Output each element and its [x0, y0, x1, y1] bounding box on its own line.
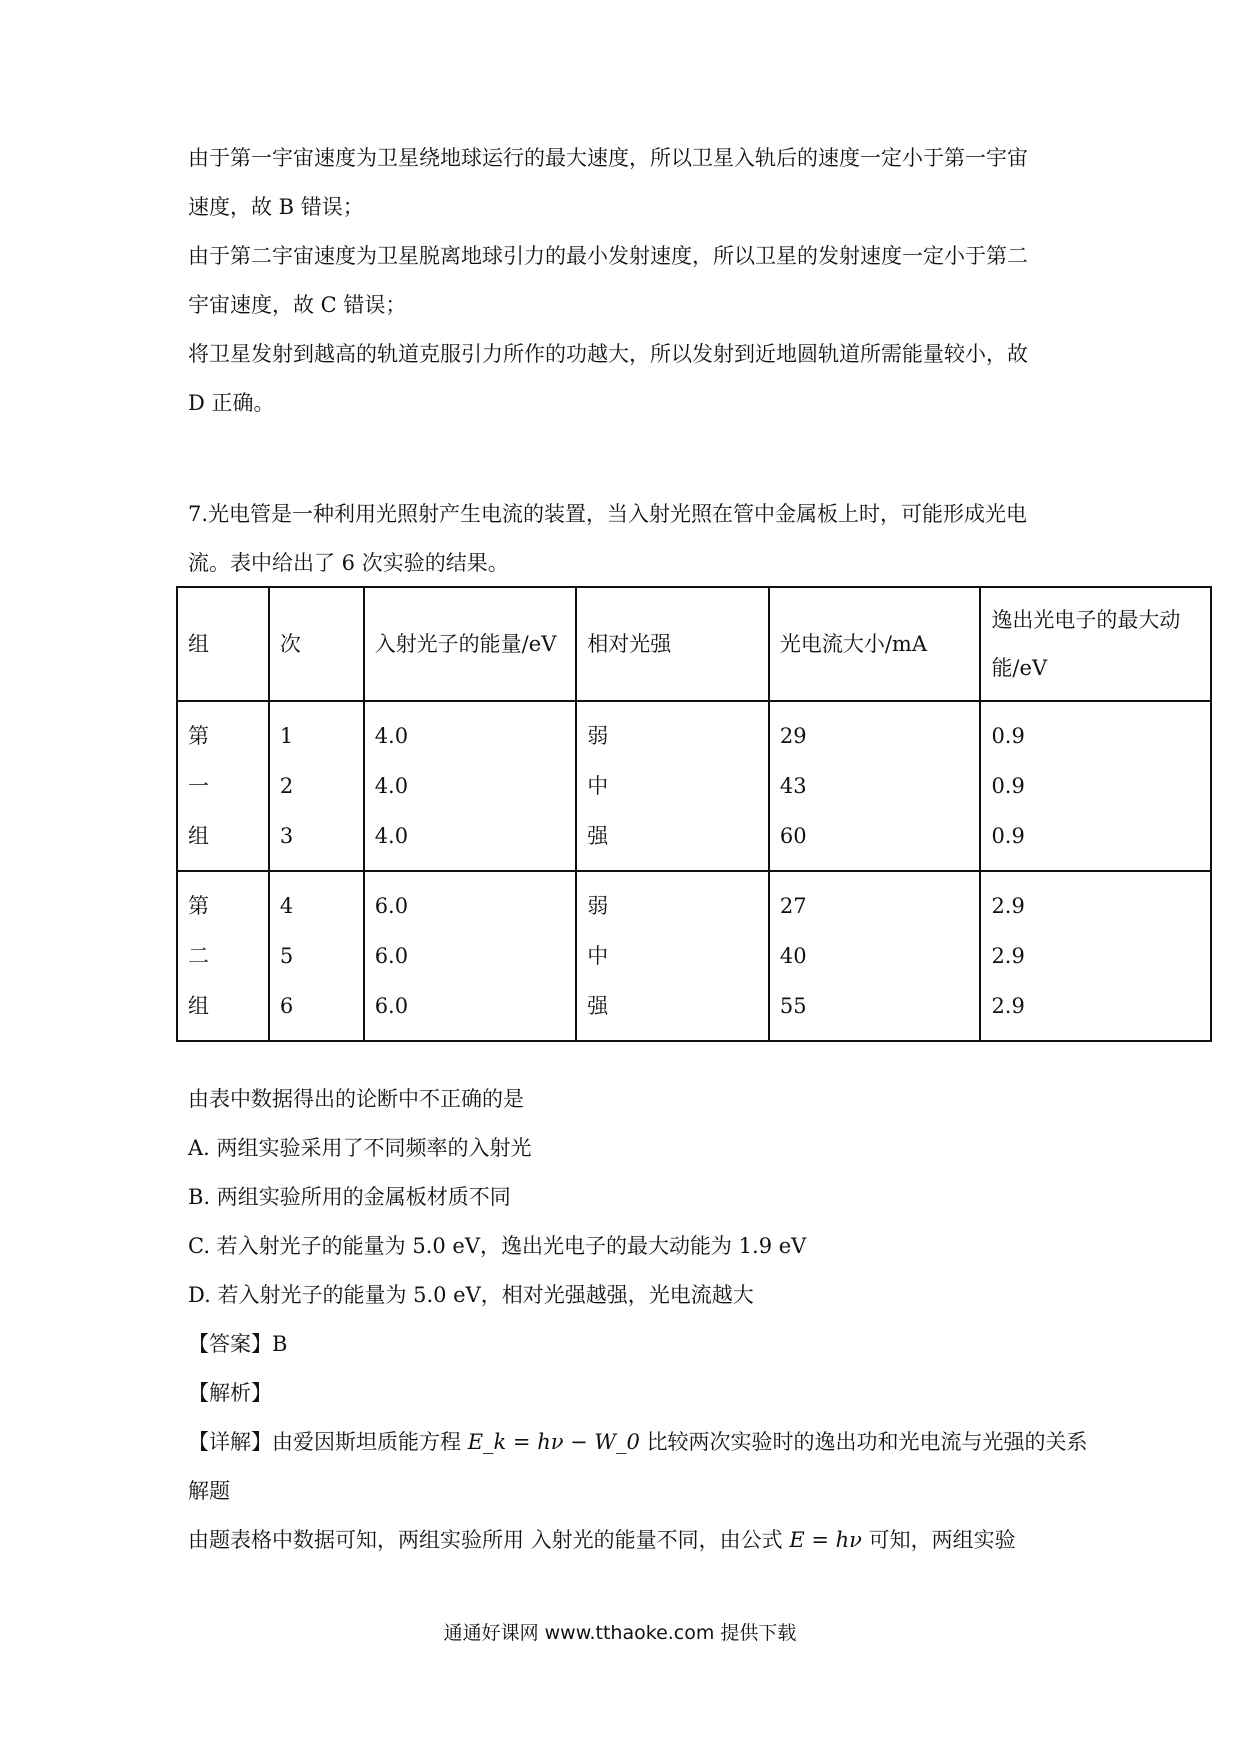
detail-line	[188, 1427, 1088, 1457]
trial-cells: 4 5 6	[279, 894, 294, 1018]
group-label: 第 二 组	[188, 894, 209, 1018]
question-prompt: 由表中数据得出的论断中不正确的是	[188, 1087, 524, 1111]
header-max-ke-line2: 能/eV	[991, 656, 1048, 680]
trial-cells: 1 2 3	[279, 724, 294, 848]
detail-line3-suffix: 可知，两组实验	[868, 1528, 1016, 1552]
page-footer: 通通好课网 www.tthaoke.com 提供下载	[443, 1622, 797, 1644]
header-max-kinetic-energy	[980, 587, 1211, 701]
header-group: 组	[177, 587, 269, 701]
paragraph-line: 将卫星发射到越高的轨道克服引力所作的功越大，所以发射到近地圆轨道所需能量较小，故	[188, 342, 1028, 366]
option-b: B. 两组实验所用的金属板材质不同	[188, 1185, 511, 1209]
table-group-row	[177, 871, 1211, 1041]
detail-prefix: 【详解】由爱因斯坦质能方程	[188, 1430, 461, 1454]
paragraph-line: 由于第一宇宙速度为卫星绕地球运行的最大速度，所以卫星入轨后的速度一定小于第一宇宙	[188, 146, 1028, 170]
table-group-row	[177, 701, 1211, 871]
answer-label: 【答案】B	[188, 1332, 288, 1356]
header-current: 光电流大小/mA	[769, 587, 981, 701]
question-line: 7.光电管是一种利用光照射产生电流的装置，当入射光照在管中金属板上时，可能形成光电	[188, 502, 1028, 526]
analysis-label: 【解析】	[188, 1381, 272, 1405]
detail-line3-prefix: 由题表格中数据可知，两组实验所用 入射光的能量不同，由公式	[188, 1528, 783, 1552]
option-a: A. 两组实验采用了不同频率的入射光	[188, 1136, 532, 1160]
group-label: 第 一 组	[188, 724, 209, 848]
header-light-intensity: 相对光强	[576, 587, 769, 701]
experiment-table	[176, 586, 1212, 1042]
header-photon-energy: 入射光子的能量/eV	[364, 587, 577, 701]
table-header-row	[177, 587, 1211, 701]
detail-line3	[188, 1525, 1068, 1555]
paragraph-line: 宇宙速度，故 C 错误；	[188, 293, 407, 317]
header-max-ke-line1: 逸出光电子的最大动	[991, 608, 1181, 632]
current-cells: 27 40 55	[779, 894, 807, 1018]
energy-cells: 4.0 4.0 4.0	[374, 724, 409, 848]
detail-line2: 解题	[188, 1479, 230, 1503]
intensity-cells: 弱 中 强	[587, 894, 609, 1018]
detail-formula: E_k = hν − W_0	[467, 1430, 640, 1454]
question-line: 流。表中给出了 6 次实验的结果。	[188, 551, 509, 575]
intensity-cells: 弱 中 强	[587, 724, 609, 848]
max-ke-cells: 2.9 2.9 2.9	[991, 894, 1025, 1018]
header-trial: 次	[269, 587, 364, 701]
option-d: D. 若入射光子的能量为 5.0 eV，相对光强越强，光电流越大	[188, 1283, 754, 1307]
detail-line3-formula: E = hν	[789, 1528, 862, 1552]
current-cells: 29 43 60	[779, 724, 807, 848]
paragraph-line: 由于第二宇宙速度为卫星脱离地球引力的最小发射速度，所以卫星的发射速度一定小于第二	[188, 244, 1028, 268]
detail-suffix: 比较两次实验时的逸出功和光电流与光强的关系	[646, 1430, 1088, 1454]
option-c: C. 若入射光子的能量为 5.0 eV，逸出光电子的最大动能为 1.9 eV	[188, 1234, 807, 1258]
max-ke-cells: 0.9 0.9 0.9	[991, 724, 1025, 848]
paragraph-line: D 正确。	[188, 391, 275, 415]
paragraph-line: 速度，故 B 错误；	[188, 195, 364, 219]
energy-cells: 6.0 6.0 6.0	[374, 894, 409, 1018]
